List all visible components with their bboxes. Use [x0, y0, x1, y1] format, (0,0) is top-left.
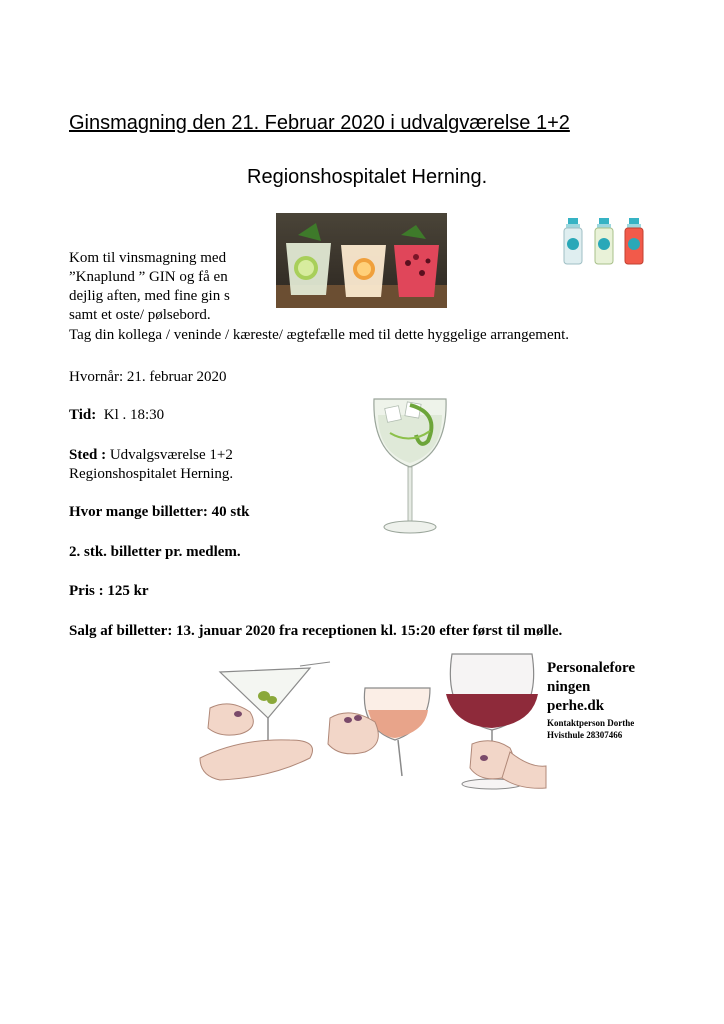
gin-bottles-photo — [562, 216, 646, 266]
gin-cocktails-photo — [276, 213, 447, 308]
page-title: Ginsmagning den 21. Februar 2020 i udvalgværelse 1+2 — [69, 112, 570, 134]
organizer-name — [547, 659, 635, 716]
intro-line: Kom til vinsmagning med — [69, 250, 227, 266]
contact-person — [547, 717, 634, 741]
place-line2: Regionshospitalet Herning. — [69, 466, 234, 482]
contact-line: Kontaktperson Dorthe — [547, 718, 635, 728]
organizer-line: perhe.dk — [547, 698, 605, 714]
intro-line: ”Knaplund ” GIN og få en — [69, 269, 228, 285]
intro-text — [69, 249, 230, 325]
event-when: Hvornår: 21. februar 2020 — [69, 369, 227, 385]
time-value: Kl . 18:30 — [103, 407, 165, 423]
contact-line: Hvisthule 28307466 — [547, 730, 623, 740]
place-label: Sted : — [69, 447, 107, 463]
event-time — [69, 406, 164, 425]
ticket-sale-info: Salg af billetter: 13. januar 2020 fra receptionen kl. 15:20 efter først til mølle. — [69, 623, 563, 639]
invite-text: Tag din kollega / veninde / kæreste/ ægtefælle med til dette hyggelige arrangement. — [69, 327, 570, 343]
tickets-per-member: 2. stk. billetter pr. medlem. — [69, 544, 241, 560]
gin-glass-photo — [370, 393, 450, 537]
time-label: Tid: — [69, 407, 97, 423]
intro-line: samt et oste/ pølsebord. — [69, 307, 211, 323]
event-place — [69, 446, 233, 484]
place-value: Udvalgsværelse 1+2 — [109, 447, 233, 463]
page-subtitle: Regionshospitalet Herning. — [247, 166, 488, 188]
organizer-line: Personalefore — [547, 660, 636, 676]
intro-line: dejlig aften, med fine gin s — [69, 288, 230, 304]
ticket-count: Hvor mange billetter: 40 stk — [69, 504, 250, 520]
organizer-line: ningen — [547, 679, 591, 695]
ticket-price: Pris : 125 kr — [69, 583, 149, 599]
toast-hands-illustration — [180, 648, 548, 798]
